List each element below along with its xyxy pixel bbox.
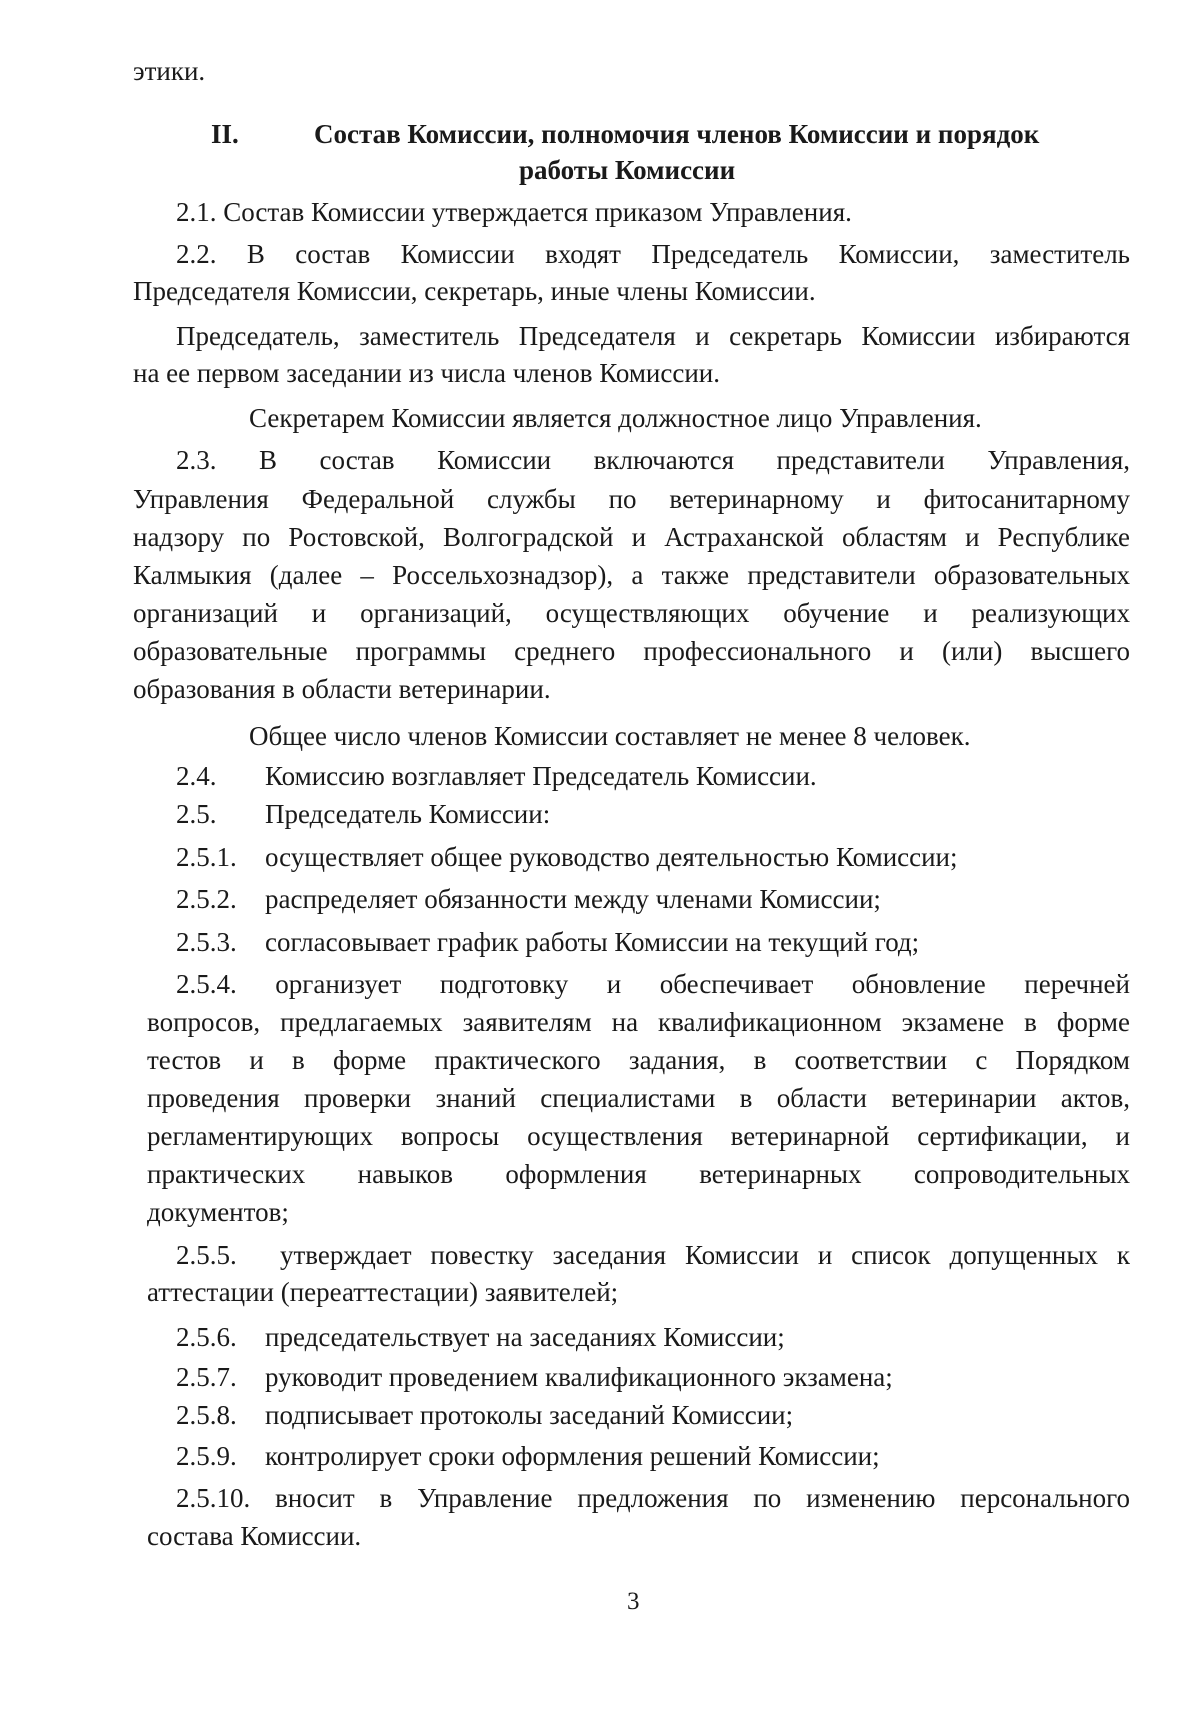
section-title-line-1: Состав Комиссии, полномочия членов Комиссии и порядок — [314, 119, 1040, 149]
item-text: распределяет обязанности между членами Комиссии; — [265, 884, 881, 914]
item-number: 2.5.2. — [176, 884, 237, 914]
item-number: 2.5.6. — [176, 1322, 237, 1352]
paragraph-2-5-4-line-4: проведения проверки знаний специалистами в области ветеринарии актов, — [147, 1083, 1130, 1113]
paragraph-2-3-line-2: Управления Федеральной службы по ветеринарному и фитосанитарному — [133, 484, 1130, 514]
previous-paragraph-tail: этики. — [133, 56, 206, 86]
paragraph-chair-line-2: на ее первом заседании из числа членов Комиссии. — [133, 358, 720, 388]
item-text: председательствует на заседаниях Комиссии; — [265, 1322, 785, 1352]
item-number: 2.5.5. — [176, 1240, 237, 1270]
section-title-line-2: работы Комиссии — [519, 155, 736, 185]
item-text: контролирует сроки оформления решений Комиссии; — [265, 1441, 880, 1471]
page-number: 3 — [627, 1588, 640, 1615]
item-text: Председатель Комиссии: — [265, 799, 551, 829]
paragraph-2-5-10-line-2: состава Комиссии. — [147, 1521, 362, 1551]
paragraph-2-5-4-line-2: вопросов, предлагаемых заявителям на квалификационном экзамене в форме — [147, 1007, 1130, 1037]
item-number: 2.4. — [176, 761, 217, 791]
paragraph-2-5-5-line-1: утверждает повестку заседания Комиссии и список допущенных к — [280, 1240, 1130, 1270]
item-number: 2.5.7. — [176, 1362, 237, 1392]
paragraph-2-3-line-5: организаций и организаций, осуществляющих обучение и реализующих — [133, 598, 1130, 628]
item-number: 2.5.1. — [176, 842, 237, 872]
paragraph-2-5-4-line-1: 2.5.4. организует подготовку и обеспечивает обновление перечней — [176, 969, 1130, 999]
item-text: согласовывает график работы Комиссии на текущий год; — [265, 927, 920, 957]
item-text: осуществляет общее руководство деятельностью Комиссии; — [265, 842, 958, 872]
item-number: 2.5.9. — [176, 1441, 237, 1471]
paragraph-2-3-line-6: образовательные программы среднего профессионального и (или) высшего — [133, 636, 1130, 666]
paragraph-2-3-line-4: Калмыкия (далее – Россельхознадзор), а также представители образовательных — [133, 560, 1130, 590]
paragraph-secretary: Секретарем Комиссии является должностное лицо Управления. — [249, 403, 982, 433]
item-text: Комиссию возглавляет Председатель Комиссии. — [265, 761, 817, 791]
item-number: 2.5.3. — [176, 927, 237, 957]
paragraph-chair-line-1: Председатель, заместитель Председателя и секретарь Комиссии избираются — [176, 321, 1130, 351]
paragraph-2-5-5-line-2: аттестации (переаттестации) заявителей; — [147, 1277, 619, 1307]
paragraph-total-members: Общее число членов Комиссии составляет не менее 8 человек. — [249, 721, 971, 751]
paragraph-2-5-10-line-1: 2.5.10. вносит в Управление предложения по изменению персонального — [176, 1483, 1130, 1513]
section-roman-numeral: II. — [211, 119, 239, 149]
paragraph-2-1: 2.1. Состав Комиссии утверждается приказом Управления. — [176, 197, 852, 227]
paragraph-2-5-4-line-5: регламентирующих вопросы осуществления ветеринарной сертификации, и — [147, 1121, 1130, 1151]
paragraph-2-5-4-line-6: практических навыков оформления ветеринарных сопроводительных — [147, 1159, 1130, 1189]
item-number: 2.5.8. — [176, 1400, 237, 1430]
paragraph-2-3-line-7: образования в области ветеринарии. — [133, 674, 551, 704]
item-text: подписывает протоколы заседаний Комиссии; — [265, 1400, 794, 1430]
paragraph-2-3-line-1: 2.3. В состав Комиссии включаются представители Управления, — [176, 445, 1130, 475]
paragraph-2-2-line-1: 2.2. В состав Комиссии входят Председатель Комиссии, заместитель — [176, 239, 1130, 269]
item-text: руководит проведением квалификационного экзамена; — [265, 1362, 893, 1392]
paragraph-2-5-4-line-7: документов; — [147, 1197, 289, 1227]
paragraph-2-3-line-3: надзору по Ростовской, Волгоградской и Астраханской областям и Республике — [133, 522, 1130, 552]
item-number: 2.5. — [176, 799, 217, 829]
paragraph-2-2-line-2: Председателя Комиссии, секретарь, иные члены Комиссии. — [133, 276, 816, 306]
paragraph-2-5-4-line-3: тестов и в форме практического задания, в соответствии с Порядком — [147, 1045, 1130, 1075]
